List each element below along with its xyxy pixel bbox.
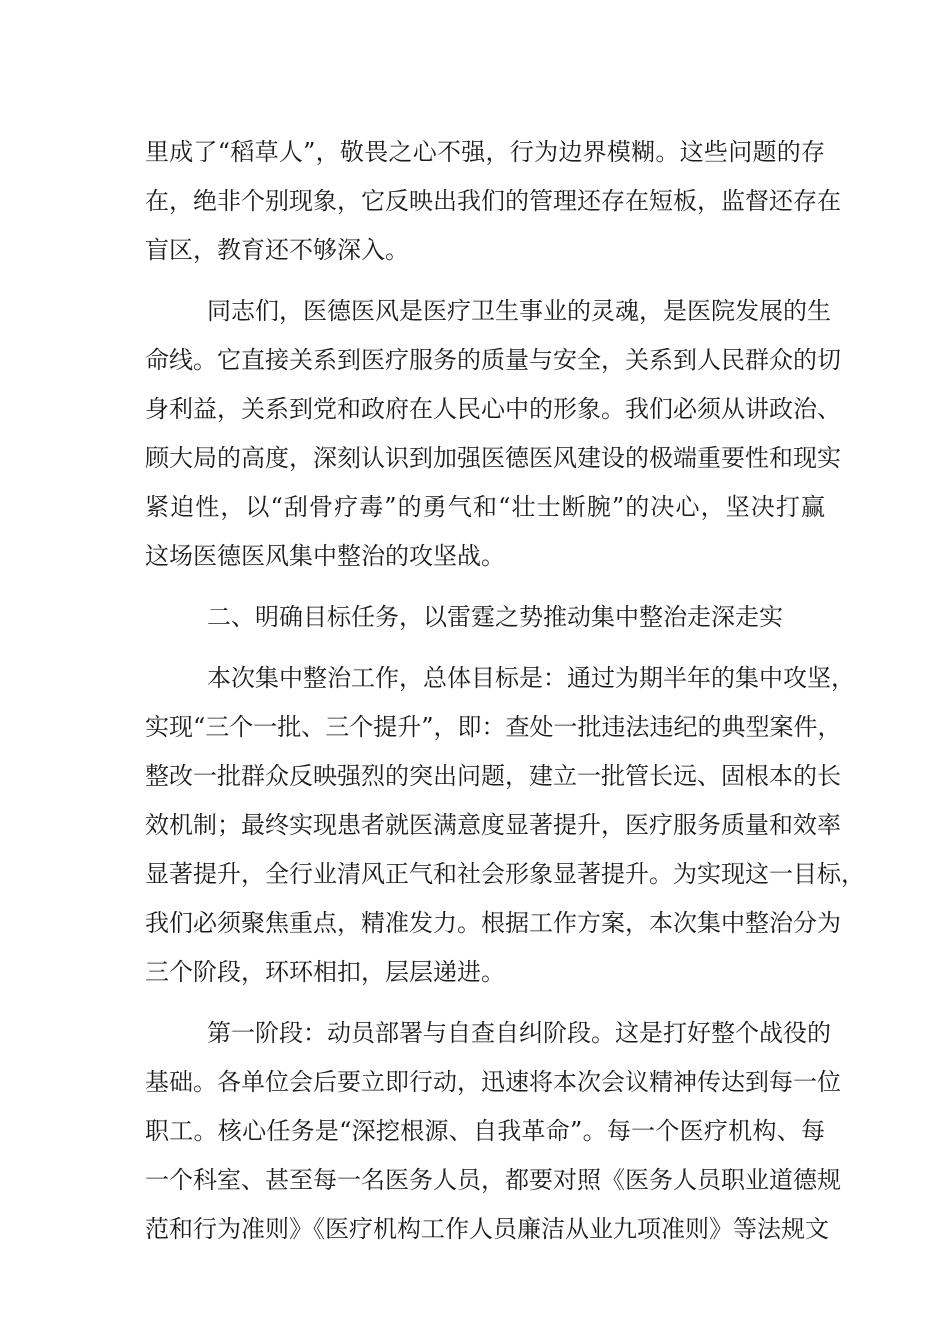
text-line: 三个阶段，环环相扣，层层递进。 bbox=[145, 958, 505, 986]
text-line: 一个科室、甚至每一名医务人员，都要对照《医务人员职业道德规 bbox=[145, 1166, 841, 1194]
text-line: 职工。核心任务是“深挖根源、自我革命”。每一个医疗机构、每 bbox=[145, 1117, 825, 1145]
text-line: 在，绝非个别现象，它反映出我们的管理还存在短板，监督还存在 bbox=[145, 187, 841, 215]
text-line: 里成了“稻草人”，敬畏之心不强，行为边界模糊。这些问题的存 bbox=[145, 138, 825, 166]
text-line: 效机制；最终实现患者就医满意度显著提升，医疗服务质量和效率 bbox=[145, 811, 841, 839]
text-line: 顾大局的高度，深刻认识到加强医德医风建设的极端重要性和现实 bbox=[145, 444, 841, 472]
text-line: 身利益，关系到党和政府在人民心中的形象。我们必须从讲政治、 bbox=[145, 395, 841, 423]
text-line: 本次集中整治工作，总体目标是：通过为期半年的集中攻坚， bbox=[207, 664, 855, 692]
text-line: 实现“三个一批、三个提升”，即：查处一批违法违纪的典型案件， bbox=[145, 713, 842, 741]
text-line: 这场医德医风集中整治的攻坚战。 bbox=[145, 542, 505, 570]
paragraph-importance bbox=[145, 287, 841, 581]
text-line: 同志们，医德医风是医疗卫生事业的灵魂，是医院发展的生 bbox=[207, 297, 831, 325]
text-line: 第一阶段：动员部署与自查自纠阶段。这是打好整个战役的 bbox=[207, 1019, 831, 1047]
section-heading bbox=[145, 593, 825, 642]
text-line: 显著提升，全行业清风正气和社会形象显著提升。为实现这一目标， bbox=[145, 860, 865, 888]
paragraph-goals bbox=[145, 654, 865, 997]
paragraph-phase-one bbox=[145, 1009, 841, 1254]
paragraph-continuation bbox=[145, 128, 841, 275]
text-line: 盲区，教育还不够深入。 bbox=[145, 236, 409, 264]
text-line: 整改一批群众反映强烈的突出问题，建立一批管长远、固根本的长 bbox=[145, 762, 841, 790]
text-line: 命线。它直接关系到医疗服务的质量与安全，关系到人民群众的切 bbox=[145, 346, 841, 374]
document-body bbox=[145, 128, 865, 1254]
text-line: 我们必须聚焦重点，精准发力。根据工作方案，本次集中整治分为 bbox=[145, 909, 841, 937]
heading-line: 二、明确目标任务，以雷霆之势推动集中整治走深走实 bbox=[207, 603, 783, 631]
text-line: 基础。各单位会后要立即行动，迅速将本次会议精神传达到每一位 bbox=[145, 1068, 841, 1096]
text-line: 范和行为准则》《医疗机构工作人员廉洁从业九项准则》等法规文 bbox=[145, 1215, 829, 1243]
text-line: 紧迫性，以“刮骨疗毒”的勇气和“壮士断腕”的决心，坚决打赢 bbox=[145, 493, 825, 521]
